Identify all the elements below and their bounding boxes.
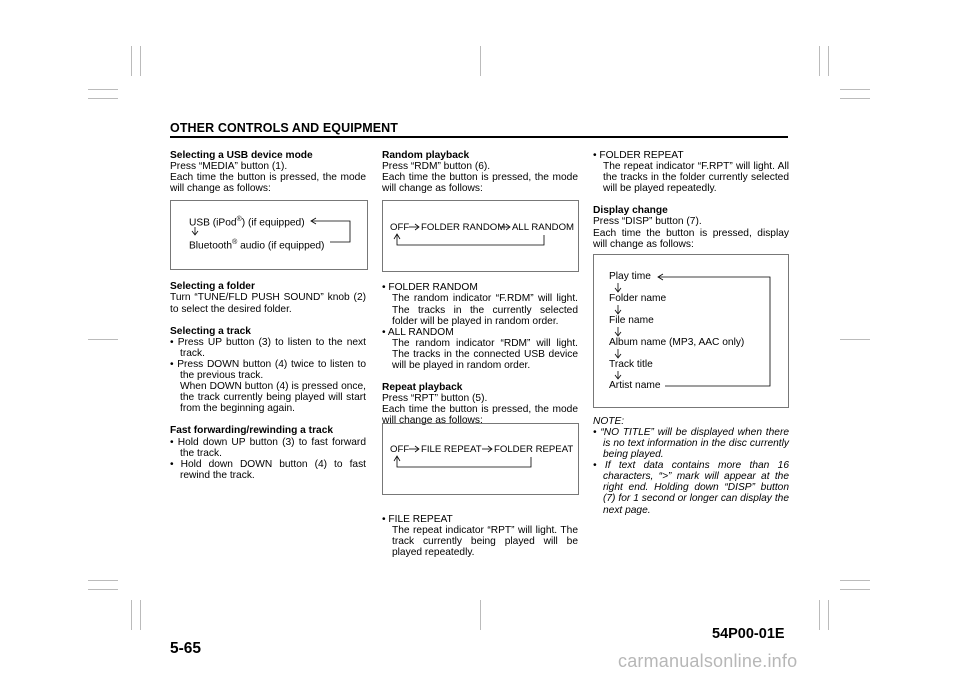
usb-flow-item-2: Bluetooth® audio (if equipped) (189, 239, 325, 252)
folder-text: Turn “TUNE/FLD PUSH SOUND” knob (2) to select the desired folder. (170, 292, 366, 315)
display-flow-album-name: Album name (MP3, AAC only) (609, 337, 745, 348)
display-flow-play-time: Play time (609, 271, 651, 282)
track-item-1: • Press UP button (3) to listen to the next track. (170, 336, 366, 359)
display-flow-folder-name: Folder name (609, 293, 667, 304)
display-text-2: Each time the button is pressed, display will change as follows: (593, 227, 789, 250)
all-random-item: • ALL RANDOM (382, 326, 454, 338)
folder-random-item: • FOLDER RANDOM (382, 282, 478, 294)
track-item-2: • Press DOWN button (4) twice to listen to the previous track. (170, 358, 366, 382)
display-text: Press “DISP” button (7). (593, 216, 702, 228)
random-heading: Random playback (382, 150, 470, 161)
folder-heading: Selecting a folder (170, 281, 255, 293)
usb-text: Press “MEDIA” button (1). (170, 161, 288, 173)
all-random-text: The random indicator “RDM” will light. The tracks in the connected USB device will be played in random order. (392, 337, 578, 372)
watermark: carmanualsonline.info (618, 651, 798, 671)
display-heading: Display change (593, 205, 668, 217)
ff-item-1: • Hold down UP button (3) to fast forward the track. (170, 436, 366, 459)
folder-random-text: The random indicator “F.RDM” will light. The tracks in the currently selected folder will be played in random order. (392, 293, 578, 327)
display-flow-track-title: Track title (609, 359, 653, 370)
display-flow-artist-name: Artist name (609, 380, 661, 391)
file-repeat-text: The repeat indicator “RPT” will light. The track currently being played will be played repeatedly. (392, 524, 578, 558)
note-label: NOTE: (593, 415, 625, 427)
random-flow-folder-random: FOLDER RANDOM (421, 222, 506, 233)
document-code: 54P00-01E (712, 626, 785, 642)
file-repeat-item: • FILE REPEAT (382, 513, 453, 525)
usb-heading: Selecting a USB device mode (170, 150, 313, 161)
repeat-flow-off: OFF (390, 444, 410, 455)
note-1: • “NO TITLE” will be displayed when there is no text information in the disc currently being played. (593, 426, 789, 461)
note-2: • If text data contains more than 16 characters, “>” mark will appear at the right end. Holding down “DISP” button (7) for 1 second or longer can display the next page. (593, 460, 789, 516)
folder-repeat-text: The repeat indicator “F.RPT” will light. All the tracks in the folder currently selected will be played repeatedly. (603, 161, 789, 195)
usb-text-2: Each time the button is pressed, the mode will change as follows: (170, 172, 366, 195)
random-text-2: Each time the button is pressed, the mode will change as follows: (382, 172, 578, 195)
ff-heading: Fast forwarding/rewinding a track (170, 425, 334, 437)
usb-flow-item-1: USB (iPod®) (if equipped) (189, 216, 305, 229)
repeat-flow-folder-repeat: FOLDER REPEAT (494, 444, 574, 455)
random-flow-off: OFF (390, 222, 410, 233)
section-title: OTHER CONTROLS AND EQUIPMENT (170, 121, 399, 135)
ff-item-2: • Hold down DOWN button (4) to fast rewind the track. (170, 458, 366, 481)
track-heading: Selecting a track (170, 325, 251, 337)
repeat-text-2: Each time the button is pressed, the mode will change as follows: (382, 404, 578, 427)
track-item-2b: When DOWN button (4) is pressed once, the track currently being played will start from the beginning again. (180, 381, 366, 415)
random-text: Press “RDM” button (6). (382, 161, 491, 173)
random-flow-all-random: ALL RANDOM (512, 222, 575, 233)
repeat-heading: Repeat playback (382, 382, 463, 394)
folder-repeat-item: • FOLDER REPEAT (593, 150, 684, 161)
page-number: 5-65 (170, 640, 202, 657)
repeat-flow-file-repeat: FILE REPEAT (421, 444, 482, 455)
display-flow-file-name: File name (609, 315, 654, 326)
repeat-text: Press “RPT” button (5). (382, 393, 488, 405)
